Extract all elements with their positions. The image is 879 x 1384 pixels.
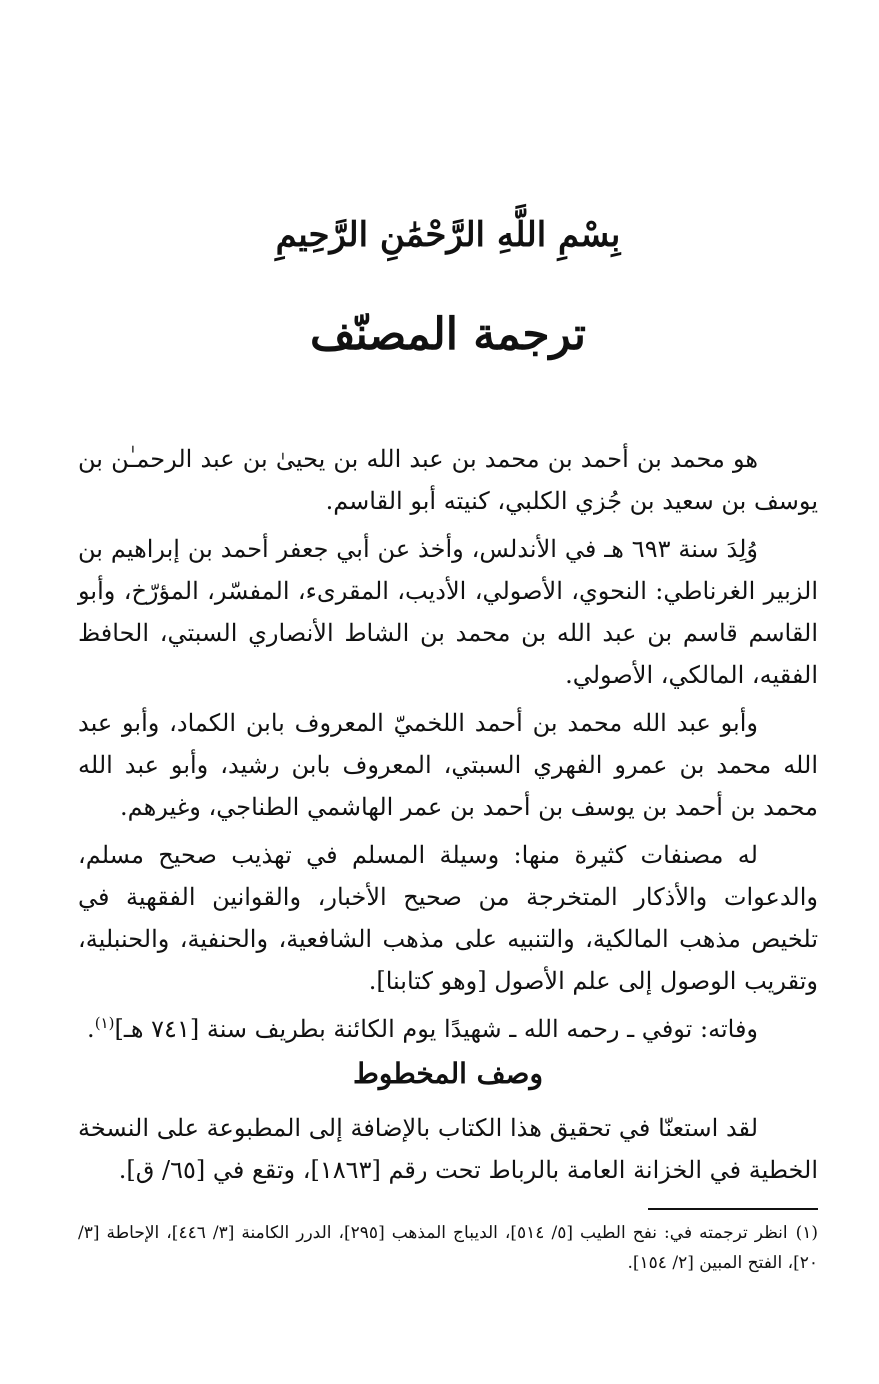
biography-paragraph-name: هو محمد بن أحمد بن محمد بن عبد الله بن يحيىٰ بن عبد الرحمـٰن بن يوسف بن سعيد بن جُزي الكلبي، كنيته أبو القاسم.: [78, 445, 818, 515]
footnote-number: (١): [795, 1223, 819, 1243]
biography-paragraph-death: [78, 1008, 818, 1050]
manuscript-paragraph: لقد استعنّا في تحقيق هذا الكتاب بالإضافة إلى المطبوعة على النسخة الخطية في الخزانة العامة بالرباط تحت رقم [١٨٦٣]، وتقع في [٦٥/ ق].: [78, 1114, 818, 1184]
book-page: [78, 0, 818, 1384]
footnote-reference[interactable]: (١): [94, 1014, 115, 1032]
footnote-divider: [648, 1208, 818, 1210]
biography-paragraph-works: له مصنفات كثيرة منها: وسيلة المسلم في تهذيب صحيح مسلم، والدعوات والأذكار المتخرجة من صحيح الأخبار، والقوانين الفقهية في تلخيص مذهب المالكية، والتنبيه على مذهب الشافعية، والحنفية، والحنبلية، وتقريب الوصول إلى علم الأصول [وهو كتابنا].: [78, 841, 818, 995]
footnote: [78, 1218, 818, 1278]
death-end-punctuation: .: [87, 1015, 95, 1043]
basmala: بِسْمِ اللَّهِ الرَّحْمَٰنِ الرَّحِيمِ: [275, 215, 621, 255]
section-heading: وصف المخطوط: [353, 1057, 543, 1090]
biography-section: [78, 438, 818, 1056]
biography-paragraph-teachers: وأبو عبد الله محمد بن أحمد اللخميّ المعروف بابن الكماد، وأبو عبد الله محمد بن عمرو الفهري السبتي، المعروف بابن رشيد، وأبو عبد الله محمد بن أحمد بن يوسف بن أحمد بن عمر الهاشمي الطناجي، وغيرهم.: [78, 709, 818, 821]
footnote-text: انظر ترجمته في: نفح الطيب [٥/ ٥١٤]، الديباج المذهب [٢٩٥]، الدرر الكامنة [٣/ ٤٤٦]، الإحاطة [٣/ ٢٠]، الفتح المبين [٢/ ١٥٤].: [78, 1223, 818, 1273]
biography-paragraph-birth: وُلِدَ سنة ٦٩٣ هـ في الأندلس، وأخذ عن أبي جعفر أحمد بن إبراهيم بن الزبير الغرناطي: النحوي، الأصولي، الأديب، المقرىء، المفسّر، المؤرّخ، وأبو القاسم قاسم بن عبد الله بن محمد بن الشاط الأنصاري السبتي، الحافظ الفقيه، المالكي، الأصولي.: [78, 535, 818, 689]
death-text: وفاته: توفي ـ رحمه الله ـ شهيدًا يوم الكائنة بطريف سنة [٧٤١ هـ]: [114, 1015, 758, 1043]
page-title: ترجمة المصنّف: [309, 309, 587, 360]
manuscript-section: [78, 1107, 818, 1197]
